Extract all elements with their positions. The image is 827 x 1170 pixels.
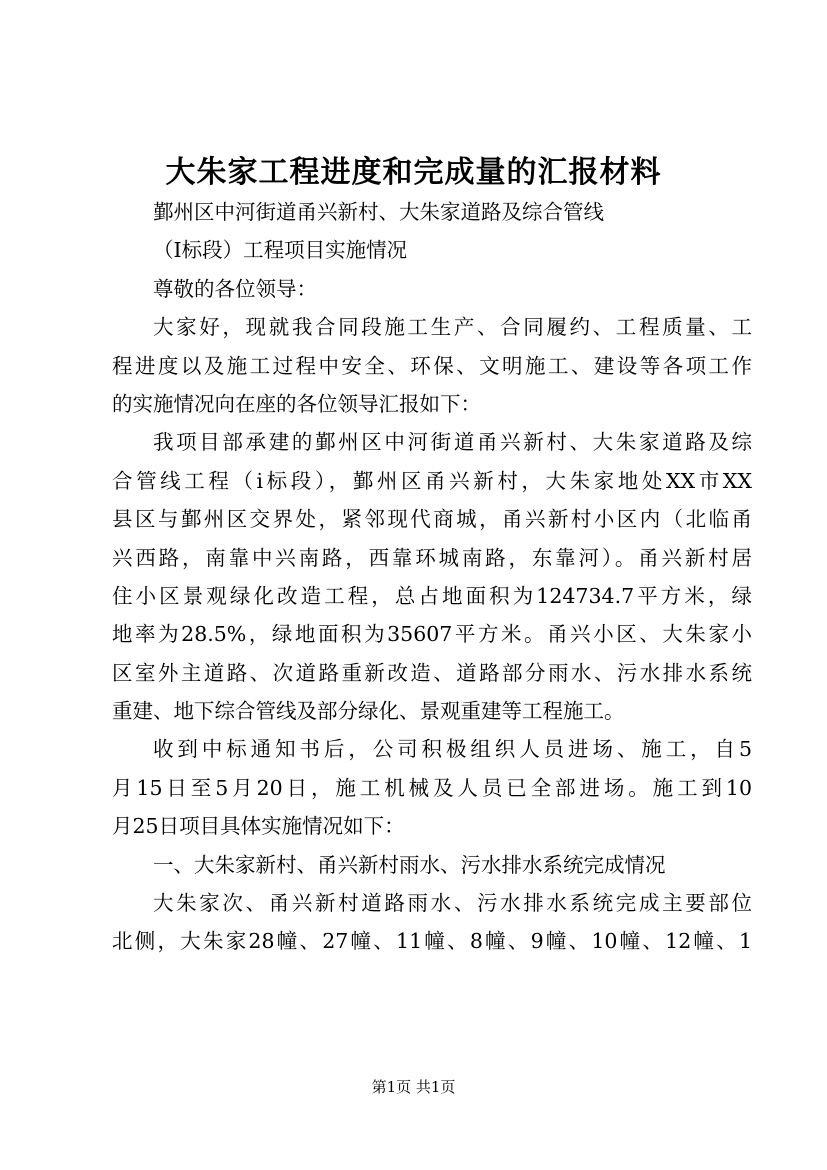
text-line: 合管线工程（i标段），鄞州区甬兴新村，大朱家地处XX市XX (112, 468, 752, 493)
text-line: 兴西路，南靠中兴南路，西靠环城南路，东靠河）。甬兴新村居 (112, 545, 752, 570)
text-line: 区室外主道路、次道路重新改造、道路部分雨水、污水排水系统 (112, 660, 752, 685)
text-line: 县区与鄞州区交界处，紧邻现代商城，甬兴新村小区内（北临甬 (112, 507, 752, 532)
text-line: 我项目部承建的鄞州区中河街道甬兴新村、大朱家道路及综 (153, 430, 752, 455)
text-line: 一、大朱家新村、甬兴新村雨水、污水排水系统完成情况 (153, 852, 666, 877)
page-footer: 第1页 共1页 (371, 1078, 456, 1096)
text-line: 重建、地下综合管线及部分绿化、景观重建等工程施工。 (112, 699, 625, 724)
text-line: 住小区景观绿化改造工程，总占地面积为124734.7平方米，绿 (112, 583, 752, 608)
text-line: 程进度以及施工过程中安全、环保、文明施工、建设等各项工作 (112, 353, 752, 378)
text-line: 的实施情况向在座的各位领导汇报如下： (112, 391, 481, 416)
text-line: 地率为28.5%，绿地面积为35607平方米。甬兴小区、大朱家小 (112, 622, 752, 647)
text-line: 大家好，现就我合同段施工生产、合同履约、工程质量、工 (153, 315, 752, 340)
text-line: （Ⅰ标段）工程项目实施情况 (153, 238, 408, 263)
text-line: 北侧，大朱家28幢、27幢、11幢、8幢、9幢、10幢、12幢、1 (112, 929, 752, 954)
text-line: 大朱家次、甬兴新村道路雨水、污水排水系统完成主要部位 (153, 891, 752, 916)
text-line: 月25日项目具体实施情况如下： (112, 814, 405, 839)
document-body (112, 193, 752, 961)
text-line: 月15日至5月20日，施工机械及人员已全部进场。施工到10 (112, 775, 752, 800)
text-line: 尊敬的各位领导： (153, 276, 317, 301)
document-title: 大朱家工程进度和完成量的汇报材料 (165, 155, 662, 190)
text-line: 鄞州区中河街道甬兴新村、大朱家道路及综合管线 (153, 200, 604, 224)
text-line: 收到中标通知书后，公司积极组织人员进场、施工，自5 (153, 737, 752, 762)
